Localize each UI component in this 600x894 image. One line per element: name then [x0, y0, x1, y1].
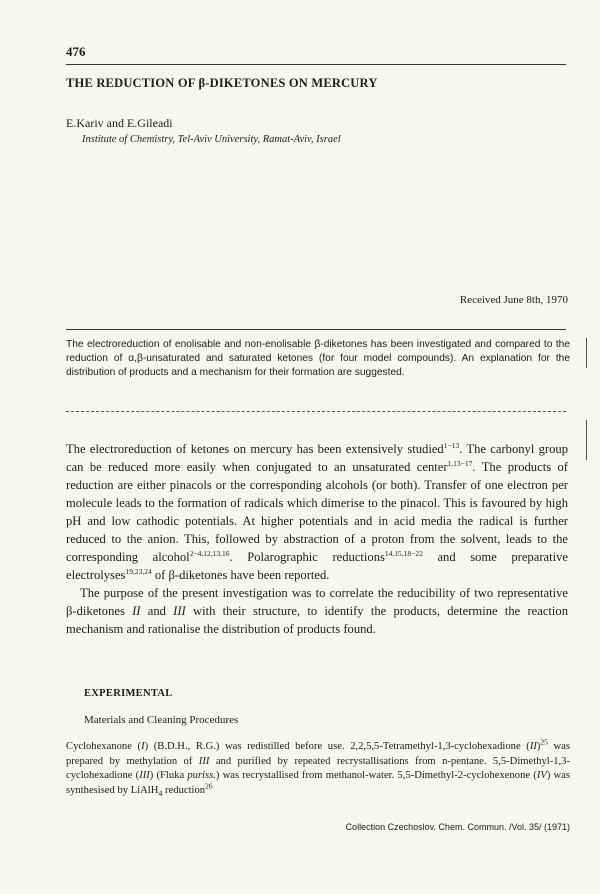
reference: 19,23,24	[125, 566, 152, 576]
abstract-bottom-rule	[66, 411, 566, 412]
scan-margin-mark	[586, 420, 587, 460]
received-date: Received June 8th, 1970	[459, 294, 568, 306]
reference: 14,15,18−22	[384, 548, 423, 558]
materials-paragraph: Cyclohexanone (I) (B.D.H., R.G.) was redistilled before use. 2,2,5,5-Tetramethyl-1,3-cyclohexadione (II)$^{25}$ was prepared by methylation of III and purified by repeated recrystallisations from n-pentane. 5,5-Dimethyl-1,3-cyclohexadione (III) (Fluka puriss.) was recrystallised from methanol-water. 5,5-Dimethyl-2-cyclohexenone (IV) was synthesised by LiAlH$_4$ reduction$^{26}$	[66, 737, 571, 798]
reference: 25	[540, 737, 548, 747]
reference: 26	[205, 781, 213, 791]
page-number: 476	[66, 44, 86, 59]
article-authors: E.Kariv and E.Gileadi	[66, 116, 173, 130]
reference: 2−4,12,13,16	[189, 548, 230, 558]
introduction	[66, 440, 568, 638]
abstract-top-rule	[66, 329, 566, 330]
article-title: THE REDUCTION OF β-DIKETONES ON MERCURY	[66, 76, 378, 90]
reference: 1−13	[443, 440, 460, 450]
article-affiliation: Institute of Chemistry, Tel-Aviv University, Ramat-Aviv, Israel	[82, 134, 341, 145]
abstract: The electroreduction of enolisable and non-enolisable β-diketones has been investigated and compared to the reduction of α,β-unsaturated and saturated ketones (for four model compounds). An explanation for the distribution of products and a mechanism for their formation are suggested.	[66, 339, 570, 378]
intro-paragraph-1: The electroreduction of ketones on mercury has been extensively studied$^{1-13}$. The carbonyl group can be reduced more easily when conjugated to an unsaturated center$^{1,13-17}$. The products of reduction are either pinacols or the corresponding alcohols (or both). Transfer of one electron per molecule leads to the formation of radicals which dimerise to the pinacol. This is favoured by high pH and low cathodic potentials. At higher potentials and in acid media the radical is further reduced to the anion. This, followed by abstraction of a proton from the solvent, leads to the corresponding alcohol$^{2-4,12,13,16}$. Polarographic reductions$^{14,15,18-22}$ and some preparative electrolyses$^{19,23,24}$ of β-diketones have been reported.	[66, 440, 568, 582]
reference: 1,13−17	[447, 458, 473, 468]
journal-citation-footer: Collection Czechoslov. Chem. Commun. /Vol. 35/ (1971)	[345, 822, 570, 832]
section-heading-experimental: EXPERIMENTAL	[84, 688, 173, 699]
subsection-heading-materials: Materials and Cleaning Procedures	[84, 714, 239, 726]
experimental-text	[66, 737, 571, 798]
header-rule	[66, 64, 566, 65]
intro-paragraph-2: The purpose of the present investigation was to correlate the reducibility of two representative β-diketones II and III with their structure, to identify the products, determine the reaction mechanism and rationalise the distribution of products found.	[66, 586, 569, 636]
scan-margin-mark	[586, 338, 587, 368]
